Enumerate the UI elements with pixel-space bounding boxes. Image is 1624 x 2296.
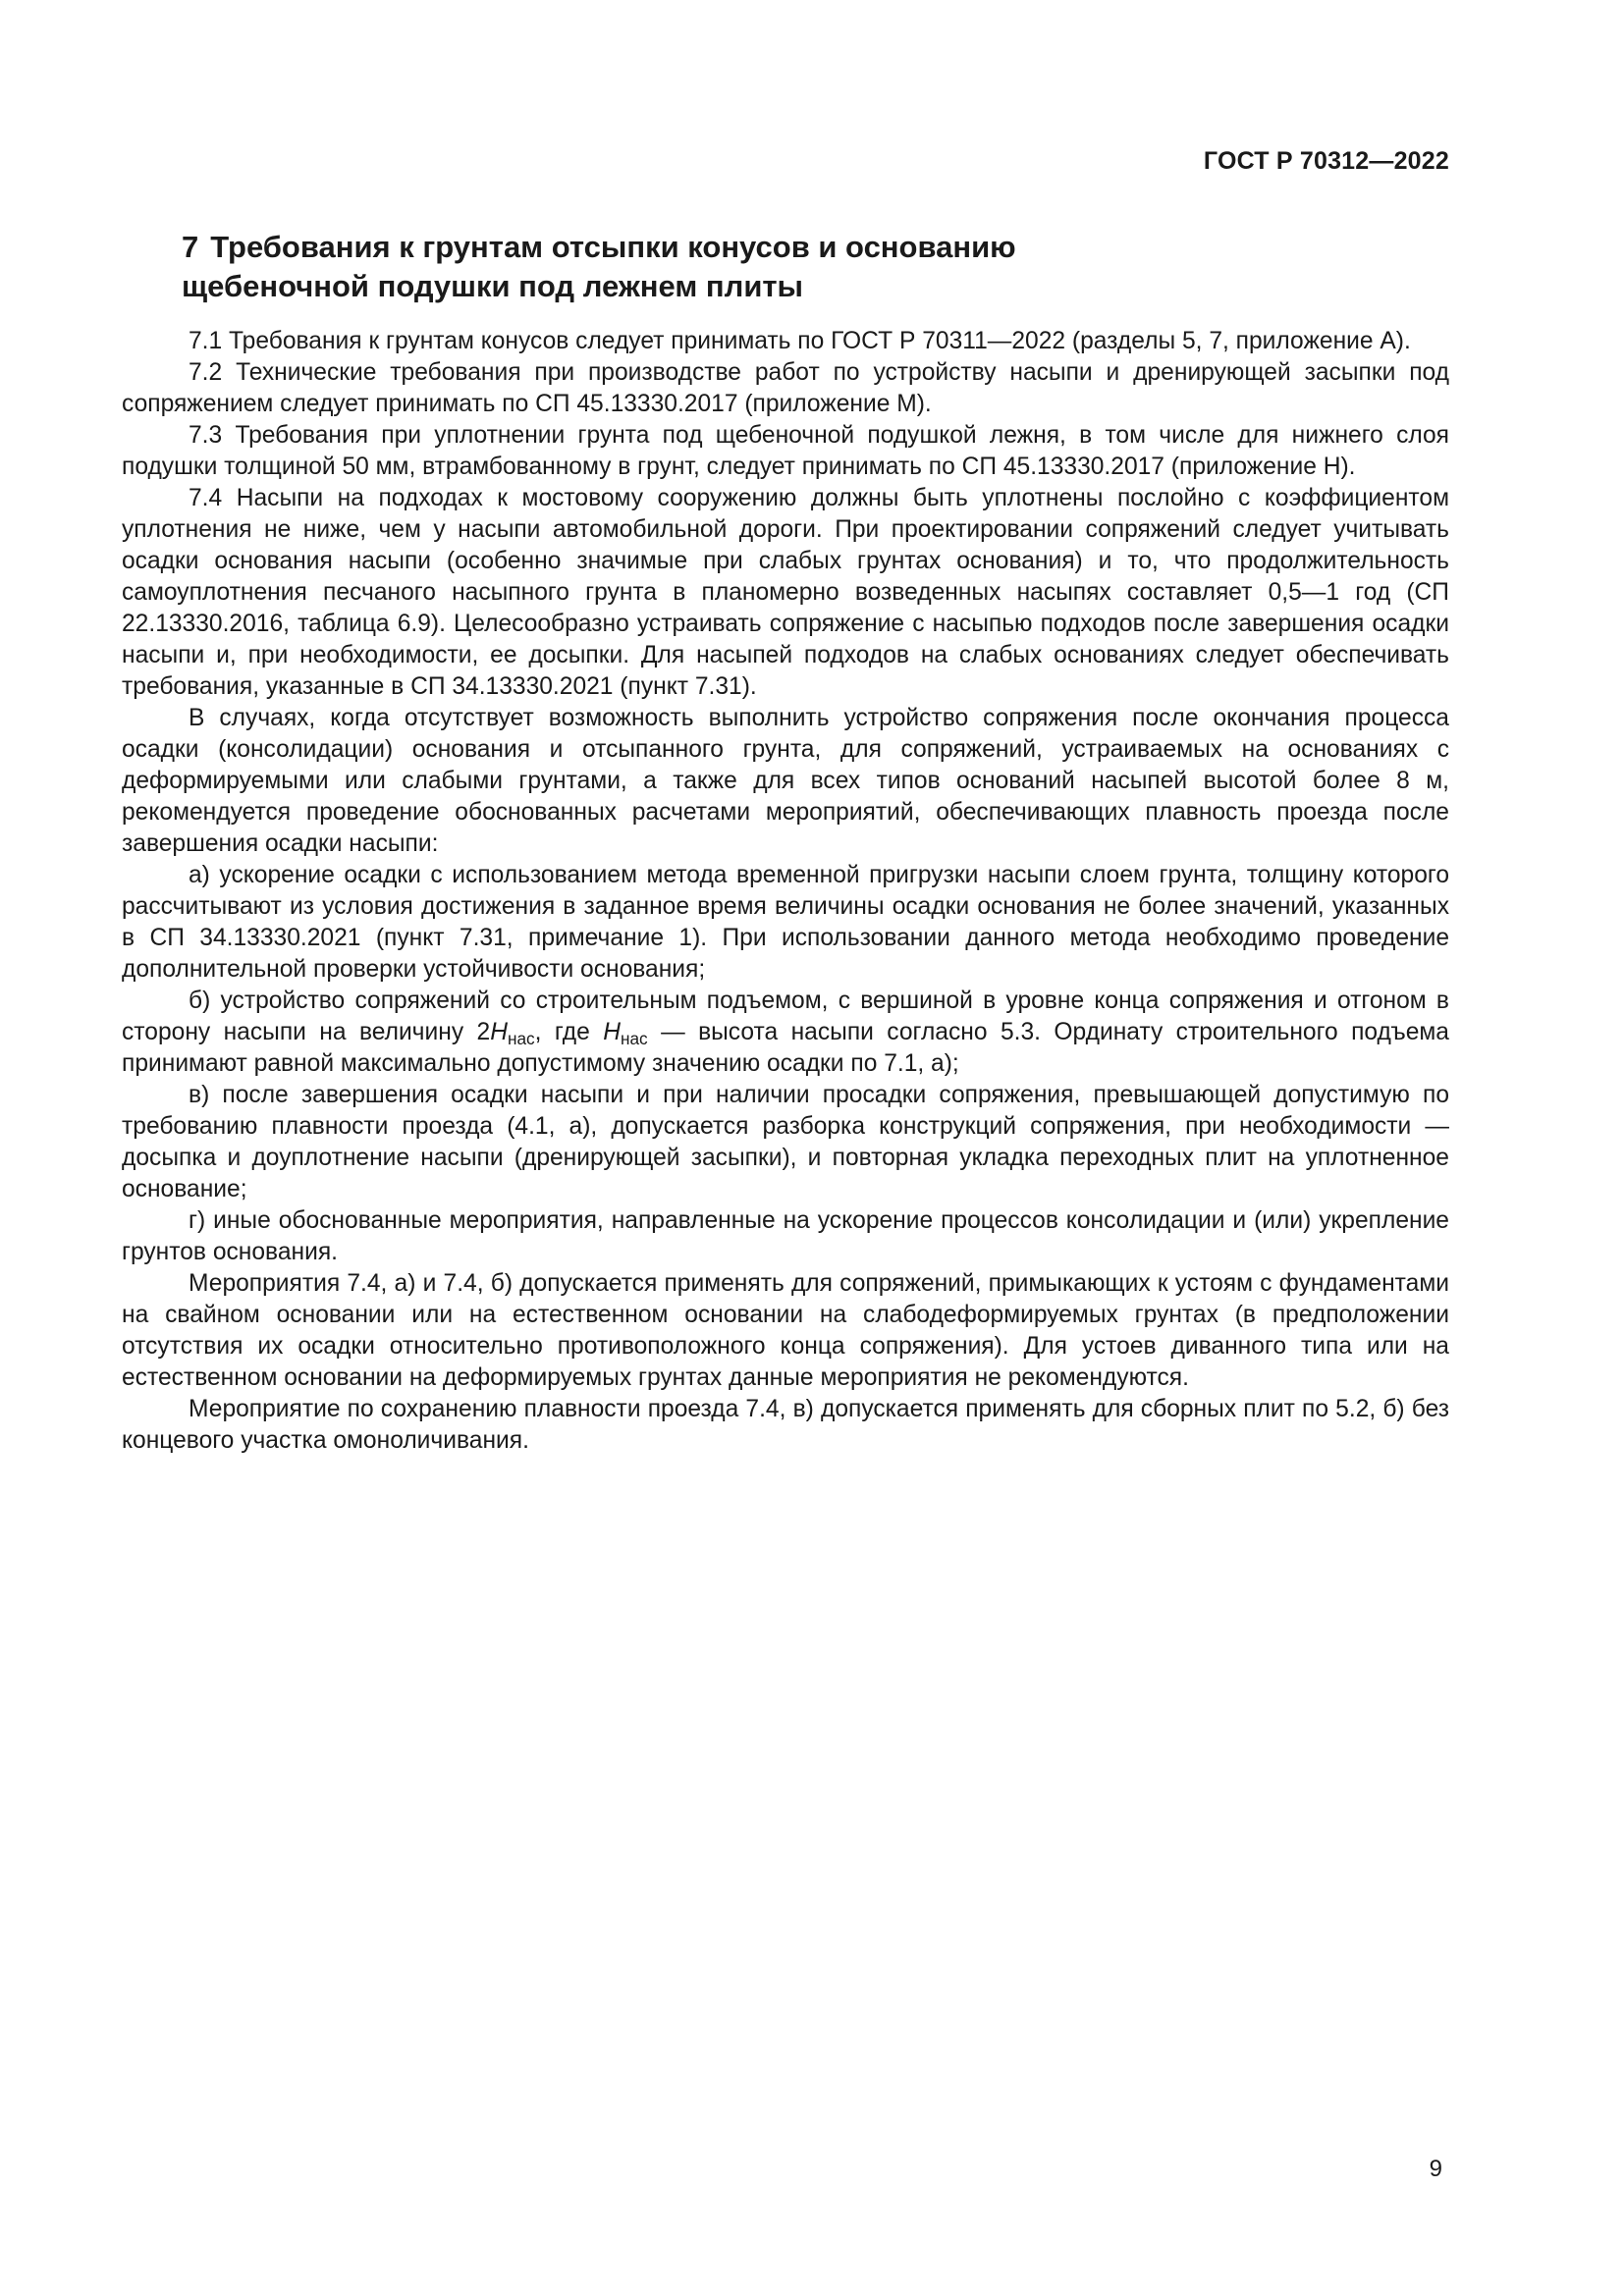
section-title-line2: щебеночной подушки под лежнем плиты — [182, 269, 804, 303]
paragraph-final: Мероприятие по сохранению плавности проезда 7.4, в) допускается применять для сборных плит по 5.2, б) без концевого участка омоноличивания. — [122, 1396, 1449, 1454]
list-item-b-text-1: б) устройство сопряжений со строительным подъемом, с вершиной в уровне конца сопряжения и отгоном в сторону насыпи на величину 2 — [122, 988, 1449, 1045]
section-title — [182, 228, 1262, 306]
document-code: ГОСТ Р 70312—2022 — [1203, 147, 1449, 175]
section-title-line1: Требования к грунтам отсыпки конусов и основанию — [210, 230, 1016, 264]
paragraph-7-1: 7.1 Требования к грунтам конусов следует принимать по ГОСТ Р 70311—2022 (разделы 5, 7, приложение А). — [189, 328, 1411, 354]
paragraph-7-2: 7.2 Технические требования при производстве работ по устройству насыпи и дренирующей засыпки под сопряжением следует принимать по СП 45.13330.2017 (приложение М). — [122, 359, 1449, 417]
subscript-nas: нас — [620, 1029, 648, 1049]
list-item-c: в) после завершения осадки насыпи и при наличии просадки сопряжения, превышающей допустимую по требованию плавности проезда (4.1, а), допускается разборка конструкций сопряжения, при необходимости — досыпка и доуплотнение насыпи (дренирующей засыпки), и повторная укладка переходных плит на уплотненное основание; — [122, 1082, 1449, 1202]
paragraph-measures: Мероприятия 7.4, а) и 7.4, б) допускается применять для сопряжений, примыкающих к устоям с фундаментами на свайном основании или на естественном основании на слабодеформируемых грунтах (в предположении отсутствия их осадки относительно противоположного конца сопряжения). Для устоев диванного типа или на естественном основании на деформируемых грунтах данные мероприятия не рекомендуются. — [122, 1270, 1449, 1391]
variable-h: H — [490, 1019, 508, 1045]
list-item-d: г) иные обоснованные мероприятия, направленные на ускорение процессов консолидации и (или) укрепление грунтов основания. — [122, 1207, 1449, 1265]
page-number: 9 — [1429, 2156, 1442, 2182]
list-item-b-text-2: , где — [534, 1019, 604, 1045]
list-item-b-text-3: — высота насыпи согласно 5.3. Ординату строительного подъема принимают равной максимально допустимому значению осадки по 7.1, а); — [122, 1019, 1449, 1077]
list-item-b — [122, 986, 1449, 1080]
paragraph-7-4: 7.4 Насыпи на подходах к мостовому сооружению должны быть уплотнены послойно с коэффициентом уплотнения не ниже, чем у насыпи автомобильной дороги. При проектировании сопряжений следует учитывать осадки основания насыпи (особенно значимые при слабых грунтах основания) и то, что продолжительность самоуплотнения песчаного насыпного грунта в планомерно возведенных насыпях составляет 0,5—1 год (СП 22.13330.2016, таблица 6.9). Целесообразно устраивать сопряжение с насыпью подходов после завершения осадки насыпи и, при необходимости, ее досыпки. Для насыпей подходов на слабых основаниях следует обеспечивать требования, указанные в СП 34.13330.2021 (пункт 7.31). — [122, 485, 1449, 700]
subscript-nas: нас — [507, 1029, 535, 1049]
section-number: 7 — [182, 230, 199, 264]
list-item-a: а) ускорение осадки с использованием метода временной пригрузки насыпи слоем грунта, толщину которого рассчитывают из условия достижения в заданное время величины осадки основания не более значений, указанных в СП 34.13330.2021 (пункт 7.31, примечание 1). При использовании данного метода необходимо проведение дополнительной проверки устойчивости основания; — [122, 862, 1449, 983]
paragraph-cases: В случаях, когда отсутствует возможность выполнить устройство сопряжения после окончания процесса осадки (консолидации) основания и отсыпанного грунта, для сопряжений, устраиваемых на основаниях с деформируемыми или слабыми грунтами, а также для всех типов оснований насыпей высотой более 8 м, рекомендуется проведение обоснованных расчетами мероприятий, обеспечивающих плавность проезда после завершения осадки насыпи: — [122, 705, 1449, 857]
section-body — [122, 326, 1449, 1457]
variable-h: H — [603, 1019, 621, 1045]
paragraph-7-3: 7.3 Требования при уплотнении грунта под щебеночной подушкой лежня, в том числе для нижнего слоя подушки толщиной 50 мм, втрамбованному в грунт, следует принимать по СП 45.13330.2017 (приложение Н). — [122, 422, 1449, 480]
